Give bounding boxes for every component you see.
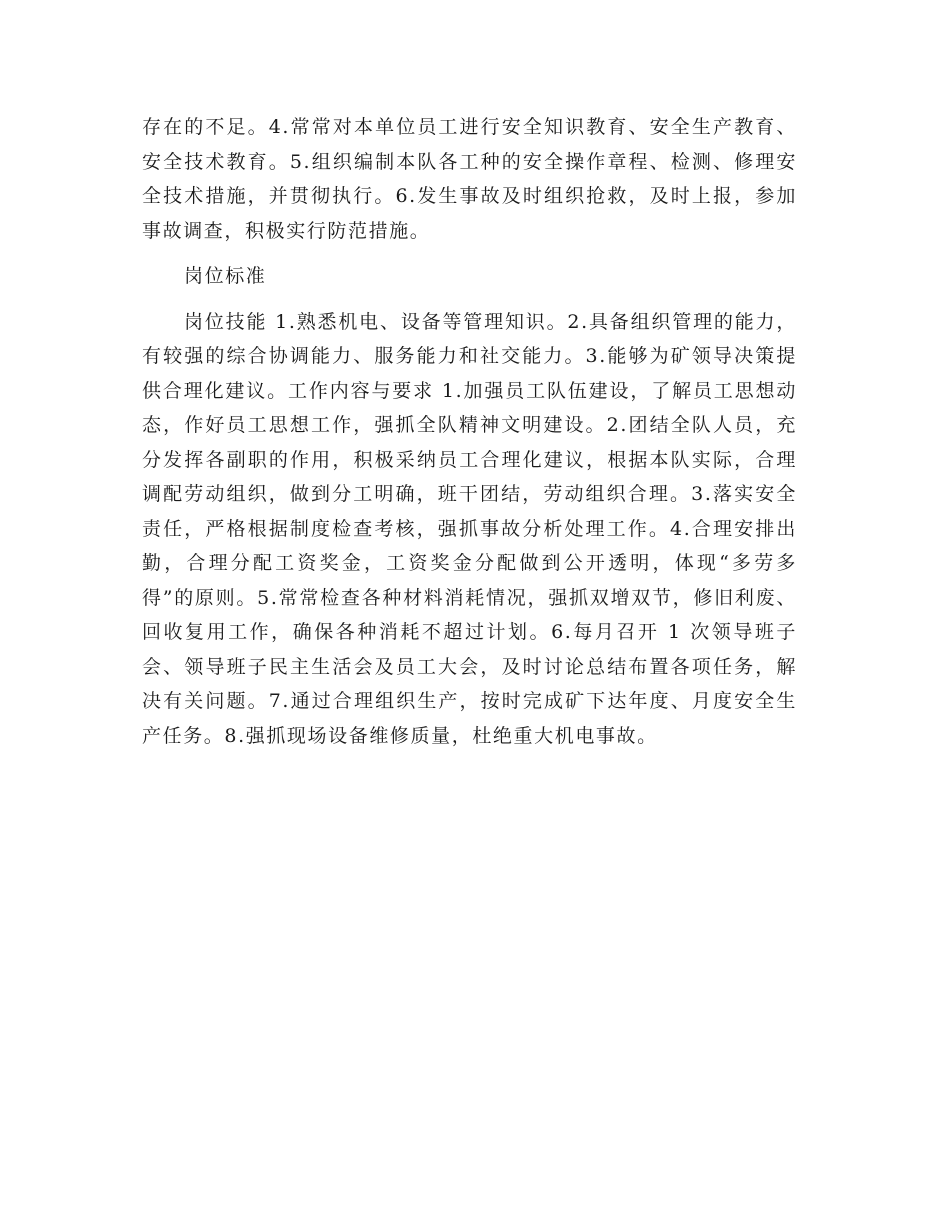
section-heading: 岗位标准 (184, 265, 267, 287)
document-body (142, 110, 797, 753)
paragraph-continuation: 存在的不足。4.常常对本单位员工进行安全知识教育、安全生产教育、安全技术教育。5.组织编制本队各工种的安全操作章程、检测、修理安全技术措施，并贯彻执行。6.发生事故及时组织抢救，及时上报，参加事故调查，积极实行防范措施。 (142, 116, 797, 242)
paragraph-job-requirements: 岗位技能 1.熟悉机电、设备等管理知识。2.具备组织管理的能力，有较强的综合协调能力、服务能力和社交能力。3.能够为矿领导决策提供合理化建议。工作内容与要求 1.加强员工队伍建设，了解员工思想动态，作好员工思想工作，强抓全队精神文明建设。2.团结全队人员，充分发挥各副职的作用，积极采纳员工合理化建议，根据本队实际，合理调配劳动组织，做到分工明确，班干团结，劳动组织合理。3.落实安全责任，严格根据制度检查考核，强抓事故分析处理工作。4.合理安排出勤，合理分配工资奖金，工资奖金分配做到公开透明，体现“多劳多得”的原则。5.常常检查各种材料消耗情况，强抓双增双节，修旧利废、回收复用工作，确保各种消耗不超过计划。6.每月召开 1 次领导班子会、领导班子民主生活会及员工大会，及时讨论总结布置各项任务，解决有关问题。7.通过合理组织生产，按时完成矿下达年度、月度安全生产任务。8.强抓现场设备维修质量，杜绝重大机电事故。 (142, 310, 797, 747)
